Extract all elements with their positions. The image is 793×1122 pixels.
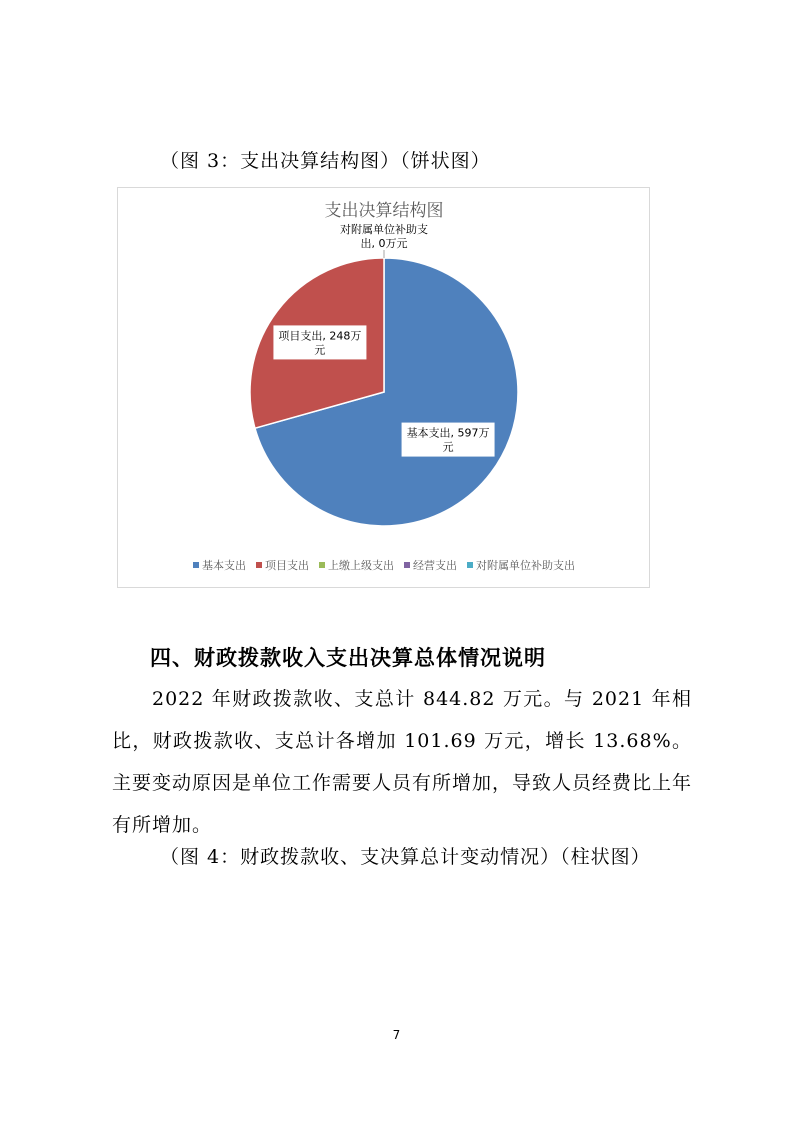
legend-item-4 [467, 558, 575, 572]
legend-label-4: 对附属单位补助支出 [476, 559, 575, 572]
data-label-0 [402, 423, 495, 457]
section-4-paragraph: 2022 年财政拨款收、支总计 844.82 万元。与 2021 年相比，财政拨款收、支总计各增加 101.69 万元，增长 13.68%。主要变动原因是单位工作需要人员有所增加，导致人员经费比上年有所增加。 [112, 688, 693, 836]
legend-label-1: 项目支出 [265, 559, 309, 572]
data-label-0-line-1: 元 [442, 440, 454, 454]
pie-chart-svg [118, 188, 651, 589]
figure-4-caption: （图 4：财政拨款收、支决算总计变动情况）（柱状图） [160, 846, 651, 868]
chart-title: 支出决算结构图 [324, 201, 444, 221]
legend-label-2: 上缴上级支出 [328, 559, 394, 572]
legend-item-0 [193, 558, 246, 572]
page-number: 7 [392, 1028, 401, 1042]
legend-swatch-0 [193, 562, 199, 568]
legend-item-1 [256, 558, 309, 572]
data-label-1-line-1: 元 [314, 343, 326, 357]
data-label-4-line-1: 出, 0万元 [360, 237, 408, 250]
legend-swatch-2 [319, 562, 325, 568]
legend-item-2 [319, 558, 394, 572]
data-label-1-line-0: 项目支出, 248万 [278, 329, 362, 343]
legend-swatch-3 [404, 562, 410, 568]
legend-swatch-1 [256, 562, 262, 568]
legend-label-0: 基本支出 [202, 559, 246, 572]
pie-chart [117, 187, 650, 588]
figure-3-caption: （图 3：支出决算结构图）（饼状图） [160, 150, 491, 172]
legend-item-3 [404, 558, 457, 572]
data-label-0-line-0: 基本支出, 597万 [406, 426, 490, 440]
section-4-heading: 四、财政拨款收入支出决算总体情况说明 [150, 646, 546, 670]
data-label-4-line-0: 对附属单位补助支 [340, 223, 428, 236]
section-4-body [112, 678, 692, 846]
legend-swatch-4 [467, 562, 473, 568]
data-label-1 [273, 325, 366, 359]
data-label-4 [340, 222, 428, 250]
legend-label-3: 经营支出 [413, 559, 457, 572]
